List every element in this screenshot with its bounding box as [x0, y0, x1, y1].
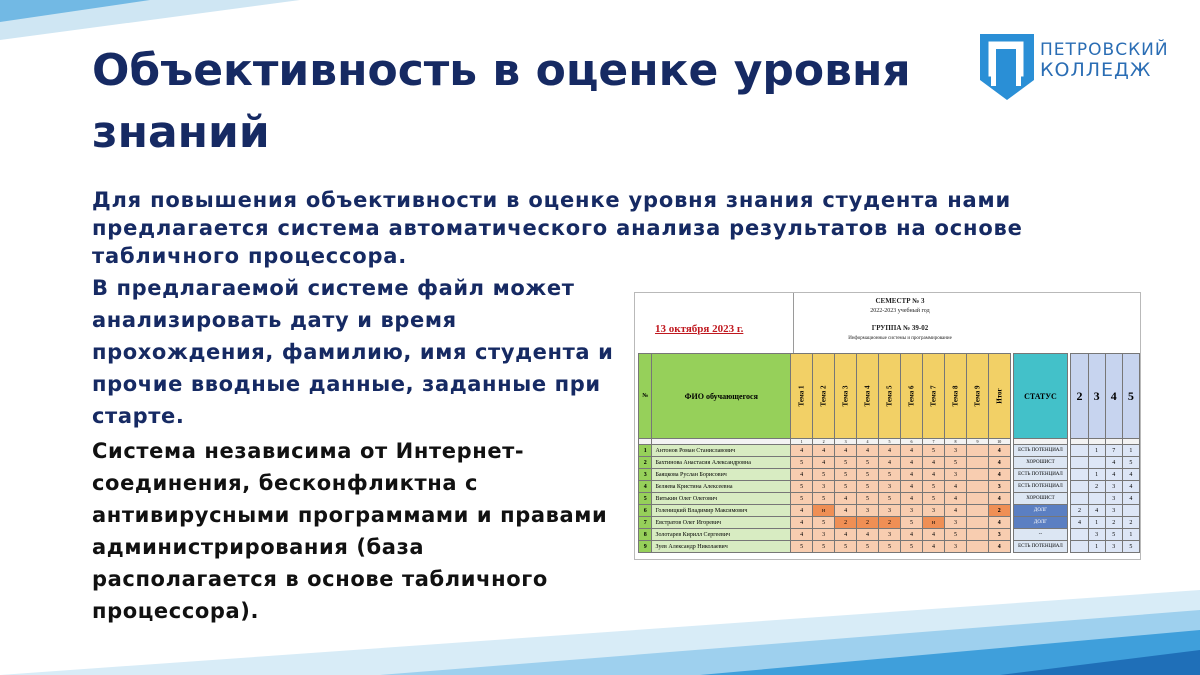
mark-cell — [966, 505, 988, 517]
grade-count-cell: 5 — [1105, 529, 1122, 541]
grade-count-cell: 2 — [1105, 517, 1122, 529]
logo-line2: КОЛЛЕДЖ — [1040, 59, 1152, 81]
mark-cell — [966, 481, 988, 493]
mark-cell: 4 — [901, 445, 923, 457]
mark-cell: 5 — [857, 493, 879, 505]
mark-cell: 5 — [813, 517, 835, 529]
mark-cell: н — [813, 505, 835, 517]
topic-label: Тема 5 — [885, 385, 894, 407]
mark-cell: 3 — [879, 481, 901, 493]
mark-cell: 5 — [923, 445, 945, 457]
index-cell: 1 — [791, 439, 813, 445]
status-cell: ХОРОШИСТ — [1014, 493, 1067, 505]
grade-count-cell: 4 — [1088, 505, 1105, 517]
index-cell: 9 — [966, 439, 988, 445]
col-topic-header — [835, 354, 857, 439]
col-fio-header: ФИО обучающегося — [652, 354, 791, 439]
grade-count-cell — [1088, 457, 1105, 469]
itog-cell: 4 — [988, 445, 1010, 457]
grade-count-cell: 2 — [1088, 481, 1105, 493]
mark-cell: 3 — [813, 481, 835, 493]
grade-count-cell: 1 — [1122, 529, 1139, 541]
student-name-cell: Золотарев Кирилл Сергеевич — [652, 529, 791, 541]
status-cell: ЕСТЬ ПОТЕНЦИАЛ — [1014, 469, 1067, 481]
mark-cell — [966, 517, 988, 529]
itog-cell: 4 — [988, 517, 1010, 529]
mark-cell — [966, 445, 988, 457]
col-topic-header — [857, 354, 879, 439]
grade-count-cell: 1 — [1088, 517, 1105, 529]
row-number-cell: 7 — [639, 517, 652, 529]
mark-cell: 4 — [857, 529, 879, 541]
mark-cell: 5 — [901, 517, 923, 529]
mark-cell: 4 — [835, 505, 857, 517]
mark-cell: 4 — [901, 469, 923, 481]
mark-cell: 5 — [791, 457, 813, 469]
col-topic-header — [791, 354, 813, 439]
mark-cell: 4 — [923, 457, 945, 469]
mark-cell: 5 — [879, 493, 901, 505]
topic-label: Тема 6 — [907, 385, 916, 407]
mark-cell: 3 — [923, 505, 945, 517]
mark-cell: 5 — [813, 541, 835, 553]
mark-cell: 4 — [901, 529, 923, 541]
student-name-cell: Беляева Кристина Алексеевна — [652, 481, 791, 493]
intro-paragraph: Для повышения объективности в оценке уровня знания студента нами предлагается система автоматического анализа результатов на основе табличного процессора. — [92, 188, 1023, 268]
col-topic-header — [945, 354, 967, 439]
grade-count-cell — [1071, 469, 1088, 481]
mark-cell: 5 — [857, 481, 879, 493]
topic-label: Тема 1 — [797, 385, 806, 407]
mark-cell: 5 — [923, 493, 945, 505]
index-cell: 5 — [879, 439, 901, 445]
grade-count-cell — [1071, 493, 1088, 505]
mark-cell: 4 — [791, 505, 813, 517]
mark-cell: 5 — [835, 481, 857, 493]
mark-cell: 5 — [791, 493, 813, 505]
itog-cell: 3 — [988, 481, 1010, 493]
mark-cell: 3 — [945, 541, 967, 553]
mark-cell: 5 — [879, 469, 901, 481]
itog-cell: 4 — [988, 469, 1010, 481]
grade-count-cell — [1071, 445, 1088, 457]
grade-count-cell: 4 — [1105, 457, 1122, 469]
student-name-cell: Витькин Олег Олегович — [652, 493, 791, 505]
mark-cell: 4 — [857, 445, 879, 457]
grade-count-cell — [1071, 481, 1088, 493]
col-grade-header: 3 — [1088, 354, 1105, 439]
mark-cell: 3 — [879, 529, 901, 541]
grade-count-cell: 1 — [1088, 469, 1105, 481]
sheet-group: ГРУППА № 39-02 — [871, 324, 929, 332]
mark-cell: 5 — [901, 541, 923, 553]
col-grade-header: 2 — [1071, 354, 1088, 439]
grade-count-cell: 3 — [1105, 505, 1122, 517]
grade-count-cell: 3 — [1088, 529, 1105, 541]
itog-cell: 2 — [988, 505, 1010, 517]
row-number-cell: 8 — [639, 529, 652, 541]
mark-cell: 4 — [945, 481, 967, 493]
col-topic-header — [879, 354, 901, 439]
row-number-cell: 4 — [639, 481, 652, 493]
mark-cell — [966, 469, 988, 481]
grade-count-cell: 2 — [1122, 517, 1139, 529]
index-cell: 2 — [813, 439, 835, 445]
row-number-cell: 1 — [639, 445, 652, 457]
mark-cell: 4 — [813, 445, 835, 457]
grades-table — [638, 353, 1140, 553]
mark-cell: 3 — [857, 505, 879, 517]
grade-count-cell: 1 — [1088, 541, 1105, 553]
col-number-header: № — [639, 354, 652, 439]
college-logo-text — [1040, 40, 1169, 80]
mark-cell: 2 — [835, 517, 857, 529]
mark-cell: 4 — [945, 505, 967, 517]
grade-count-cell: 4 — [1105, 469, 1122, 481]
grade-count-cell: 4 — [1122, 469, 1139, 481]
mark-cell: 3 — [945, 445, 967, 457]
status-cell: -- — [1014, 529, 1067, 541]
mark-cell: 4 — [923, 529, 945, 541]
grade-count-cell: 4 — [1071, 517, 1088, 529]
system-description-paragraph: В предлагаемой системе файл может анализировать дату и время прохождения, фамилию, имя студента и прочие вводные данные, заданные при старте. — [92, 276, 614, 428]
table-row — [639, 505, 1140, 517]
table-row — [639, 457, 1140, 469]
mark-cell — [966, 529, 988, 541]
status-cell: ДОЛГ — [1014, 517, 1067, 529]
slide-title: Объективность в оценке уровня знаний — [92, 45, 911, 158]
grade-count-cell: 7 — [1105, 445, 1122, 457]
sheet-date: 13 октября 2023 г. — [655, 323, 744, 335]
topic-label: Тема 7 — [929, 385, 938, 407]
grade-count-cell: 1 — [1122, 445, 1139, 457]
row-number-cell: 2 — [639, 457, 652, 469]
index-cell: 3 — [835, 439, 857, 445]
sheet-subject: Информационные системы и программирование — [848, 336, 952, 341]
itog-cell: 4 — [988, 541, 1010, 553]
mark-cell: 4 — [835, 445, 857, 457]
student-name-cell: Баяцкова Руслан Борисович — [652, 469, 791, 481]
header-divider — [793, 293, 794, 353]
status-cell: ЕСТЬ ПОТЕНЦИАЛ — [1014, 541, 1067, 553]
status-cell: ХОРОШИСТ — [1014, 457, 1067, 469]
table-row — [639, 469, 1140, 481]
mark-cell: 4 — [901, 457, 923, 469]
grade-count-cell — [1088, 493, 1105, 505]
mark-cell: 4 — [901, 493, 923, 505]
mark-cell: 2 — [879, 517, 901, 529]
itog-cell: 4 — [988, 457, 1010, 469]
grade-count-cell: 2 — [1071, 505, 1088, 517]
mark-cell: 5 — [835, 469, 857, 481]
table-row — [639, 517, 1140, 529]
mark-cell: 5 — [791, 481, 813, 493]
logo-line1: ПЕТРОВСКИЙ — [1040, 40, 1169, 60]
col-topic-header — [966, 354, 988, 439]
topic-label: Тема 3 — [841, 385, 850, 407]
grade-count-cell — [1071, 541, 1088, 553]
mark-cell: 4 — [923, 541, 945, 553]
grade-count-cell — [1071, 457, 1088, 469]
student-name-cell: Евстратов Олег Игоревич — [652, 517, 791, 529]
student-name-cell: Голеницкий Владимир Максимович — [652, 505, 791, 517]
student-name-cell: Бахтинова Анастасия Александровна — [652, 457, 791, 469]
mark-cell: 4 — [791, 469, 813, 481]
itog-cell: 3 — [988, 529, 1010, 541]
mark-cell: 5 — [945, 529, 967, 541]
spreadsheet-preview — [634, 292, 1141, 560]
mark-cell — [966, 457, 988, 469]
col-topic-header — [901, 354, 923, 439]
mark-cell: 4 — [813, 457, 835, 469]
index-cell: 6 — [901, 439, 923, 445]
mark-cell: 3 — [813, 529, 835, 541]
table-row — [639, 529, 1140, 541]
status-cell: ЕСТЬ ПОТЕНЦИАЛ — [1014, 481, 1067, 493]
row-number-cell: 6 — [639, 505, 652, 517]
grade-count-cell — [1071, 529, 1088, 541]
col-status-header: СТАТУС — [1014, 354, 1067, 439]
mark-cell: 4 — [945, 493, 967, 505]
mark-cell: 2 — [857, 517, 879, 529]
table-row — [639, 445, 1140, 457]
itog-label: Итог — [995, 388, 1004, 404]
grade-count-cell: 3 — [1105, 541, 1122, 553]
table-row — [639, 493, 1140, 505]
sheet-year: 2022-2023 учебный год — [870, 308, 930, 314]
grade-count-cell — [1122, 505, 1139, 517]
mark-cell: н — [923, 517, 945, 529]
mark-cell: 5 — [879, 541, 901, 553]
sheet-semester: СЕМЕСТР № 3 — [875, 297, 925, 305]
mark-cell — [966, 493, 988, 505]
status-cell: ДОЛГ — [1014, 505, 1067, 517]
topic-label: Тема 8 — [951, 385, 960, 407]
mark-cell: 5 — [791, 541, 813, 553]
mark-cell: 5 — [813, 493, 835, 505]
mark-cell — [966, 541, 988, 553]
col-grade-header: 5 — [1122, 354, 1139, 439]
mark-cell: 5 — [857, 457, 879, 469]
row-number-cell: 3 — [639, 469, 652, 481]
grade-count-cell: 4 — [1122, 481, 1139, 493]
mark-cell: 5 — [857, 469, 879, 481]
student-name-cell: Антонов Роман Станиславович — [652, 445, 791, 457]
system-independence-paragraph: Система независима от Интернет-соединения, бесконфликтна с антивирусными программами и правами администрирования (база располагается в основе табличного процессора). — [92, 439, 608, 623]
grade-count-cell: 3 — [1105, 493, 1122, 505]
mark-cell: 5 — [835, 457, 857, 469]
grade-count-cell: 5 — [1122, 457, 1139, 469]
mark-cell: 5 — [813, 469, 835, 481]
mark-cell: 5 — [923, 481, 945, 493]
mark-cell: 4 — [835, 493, 857, 505]
col-topic-header — [923, 354, 945, 439]
table-row — [639, 541, 1140, 553]
table-row — [639, 481, 1140, 493]
mark-cell: 4 — [923, 469, 945, 481]
mark-cell: 5 — [857, 541, 879, 553]
mark-cell: 4 — [835, 529, 857, 541]
grade-count-cell: 1 — [1088, 445, 1105, 457]
mark-cell: 4 — [901, 481, 923, 493]
col-topic-header — [813, 354, 835, 439]
topic-label: Тема 4 — [863, 385, 872, 407]
col-grade-header: 4 — [1105, 354, 1122, 439]
table-header-row — [639, 354, 1140, 439]
grade-count-cell: 3 — [1105, 481, 1122, 493]
topic-label: Тема 9 — [973, 385, 982, 407]
mark-cell: 3 — [879, 505, 901, 517]
topic-label: Тема 2 — [819, 385, 828, 407]
grade-count-cell: 5 — [1122, 541, 1139, 553]
student-name-cell: Зуев Александр Николаевич — [652, 541, 791, 553]
mark-cell: 3 — [945, 517, 967, 529]
index-cell: 10 — [988, 439, 1010, 445]
mark-cell: 4 — [791, 517, 813, 529]
mark-cell: 4 — [879, 457, 901, 469]
row-number-cell: 5 — [639, 493, 652, 505]
mark-cell: 5 — [835, 541, 857, 553]
mark-cell: 3 — [901, 505, 923, 517]
itog-cell: 4 — [988, 493, 1010, 505]
mark-cell: 4 — [791, 445, 813, 457]
row-number-cell: 9 — [639, 541, 652, 553]
index-cell: 7 — [923, 439, 945, 445]
mark-cell: 3 — [945, 469, 967, 481]
index-cell: 8 — [945, 439, 967, 445]
mark-cell: 5 — [945, 457, 967, 469]
mark-cell: 4 — [879, 445, 901, 457]
mark-cell: 4 — [791, 529, 813, 541]
index-cell: 4 — [857, 439, 879, 445]
status-cell: ЕСТЬ ПОТЕНЦИАЛ — [1014, 445, 1067, 457]
col-itog-header — [988, 354, 1010, 439]
grade-count-cell: 4 — [1122, 493, 1139, 505]
